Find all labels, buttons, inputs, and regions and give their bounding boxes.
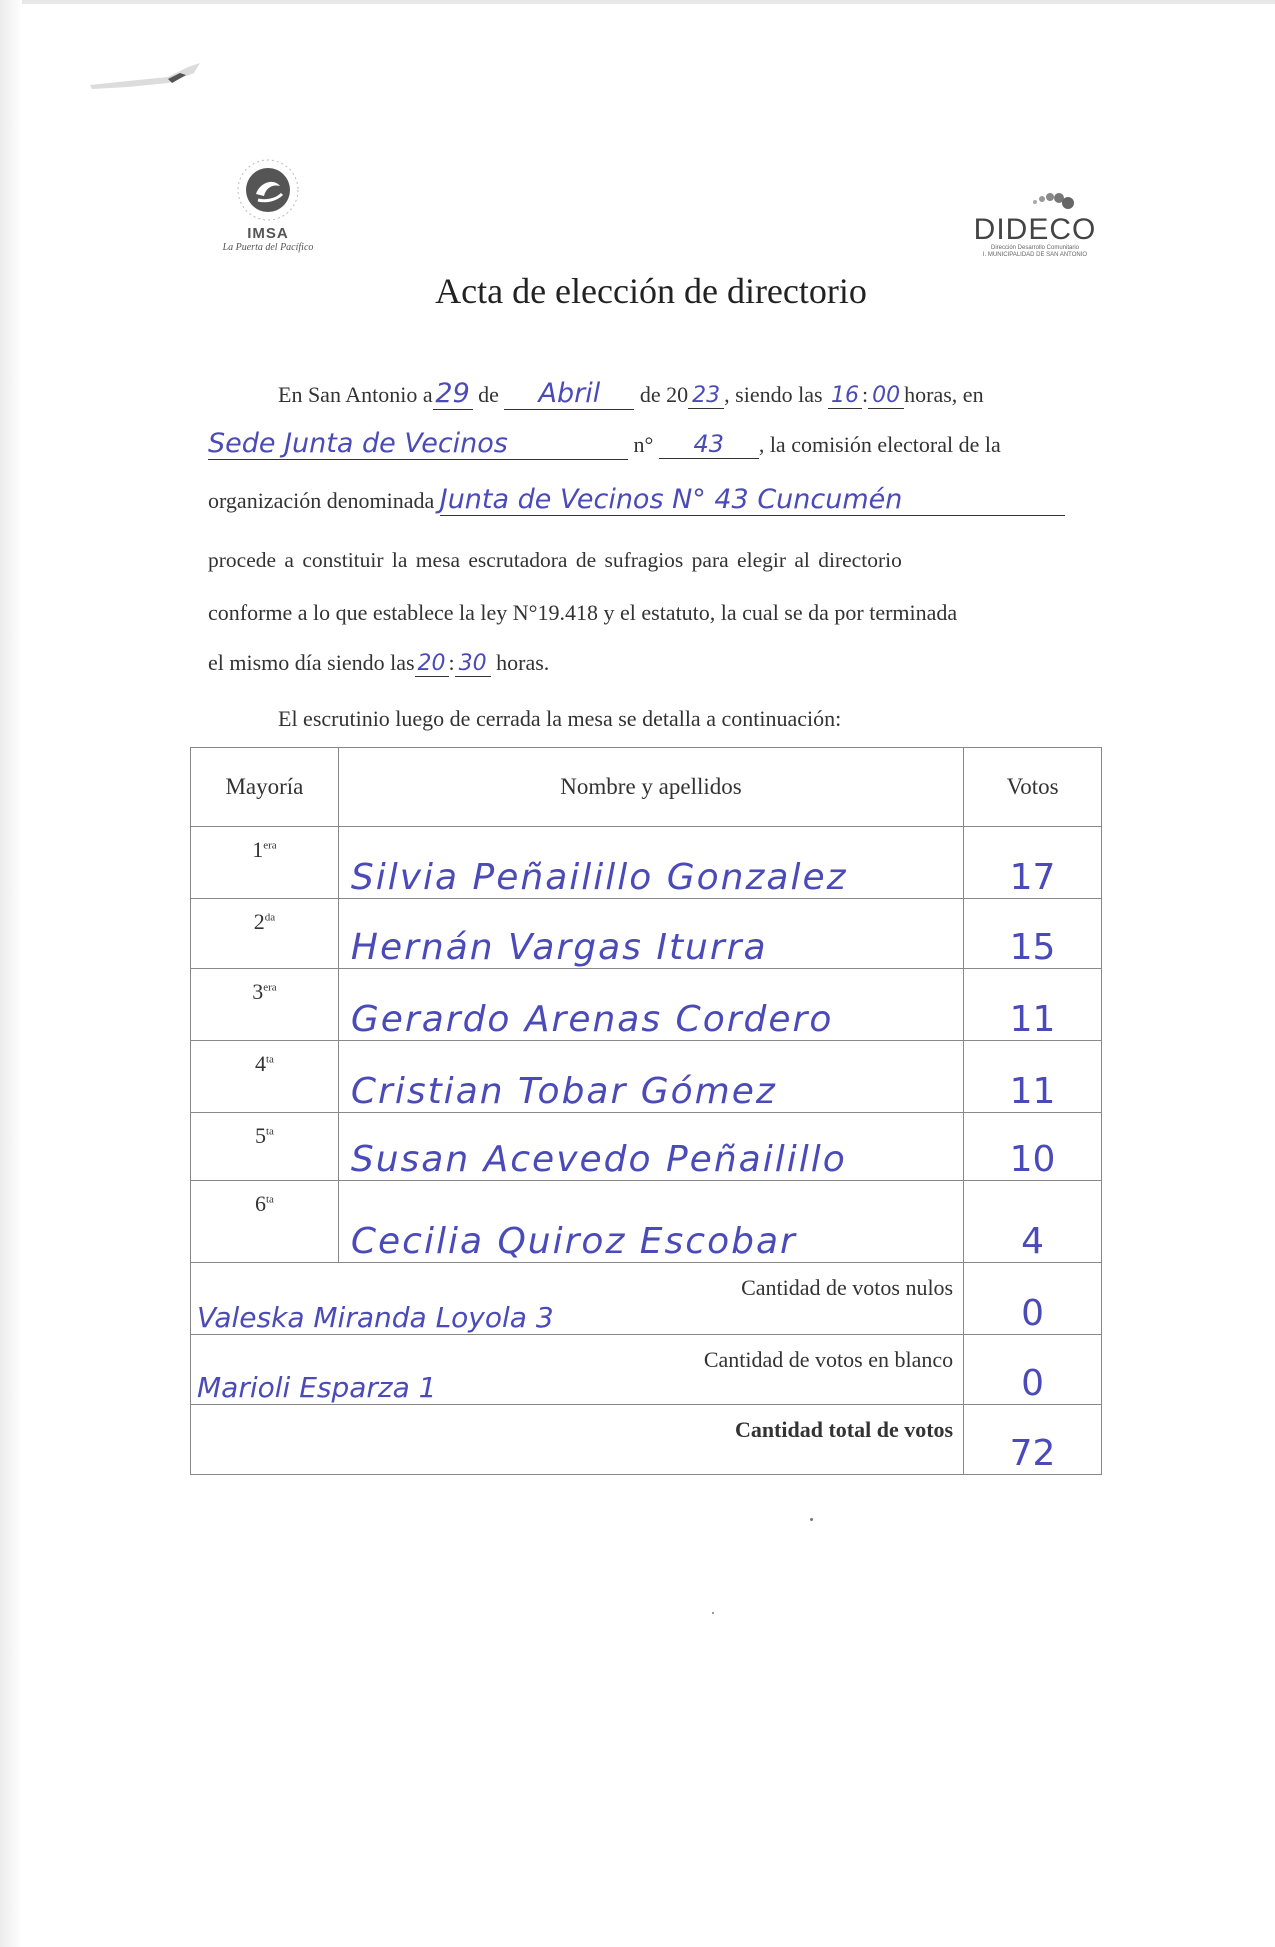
handwritten-month: Abril — [538, 378, 601, 409]
header-name: Nombre y apellidos — [338, 748, 963, 827]
handwritten-blank-votes: 0 — [1021, 1363, 1045, 1404]
rank-cell: $5^{ta}$ — [191, 1113, 339, 1181]
intro-text: , la comisión electoral de la — [758, 432, 1001, 457]
candidate-name-cell — [338, 969, 963, 1041]
handwritten-candidate-name: Hernán Vargas Iturra — [350, 927, 768, 968]
candidate-name-cell — [338, 1181, 963, 1263]
header-rank: Mayoría — [191, 748, 339, 827]
handwritten-candidate-name: Silvia Peñailillo Gonzalez — [350, 857, 848, 898]
handwritten-end-minute: 30 — [458, 651, 487, 676]
intro-text: de — [478, 382, 499, 407]
results-table — [190, 747, 1102, 1475]
intro-line-6 — [208, 650, 549, 677]
table-header-row — [191, 748, 1102, 827]
intro-text: : — [448, 650, 455, 675]
rank-cell: $6^{ta}$ — [191, 1181, 339, 1263]
intro-line-3 — [208, 484, 1065, 516]
null-votes-cell — [964, 1263, 1102, 1335]
scan-speck — [712, 1612, 714, 1614]
blank-votes-row — [191, 1335, 1102, 1405]
intro-text: En San Antonio a — [278, 382, 433, 407]
handwritten-votes: 17 — [1009, 857, 1056, 898]
scan-edge — [0, 0, 1275, 4]
dideco-dots-icon — [995, 186, 1075, 210]
votes-cell — [964, 827, 1102, 899]
handwritten-votes: 10 — [1009, 1139, 1056, 1180]
scan-speck — [810, 1518, 813, 1521]
total-votes-cell — [964, 1405, 1102, 1475]
intro-text: horas, en — [904, 382, 984, 407]
rank-cell: $3^{era}$ — [191, 969, 339, 1041]
dideco-logo-sub1: Dirección Desarrollo Comunitario — [990, 245, 1080, 251]
handwritten-year: 23 — [692, 383, 721, 408]
handwritten-null-note: Valeska Miranda Loyola 3 — [197, 1301, 554, 1334]
handwritten-day: 29 — [435, 378, 470, 409]
votes-cell — [964, 1113, 1102, 1181]
rank-cell: $4^{ta}$ — [191, 1041, 339, 1113]
table-row — [191, 1041, 1102, 1113]
table-row — [191, 827, 1102, 899]
intro-text: organización denominada — [208, 488, 435, 513]
handwritten-start-minute: 00 — [872, 383, 901, 408]
imsa-logo-name: IMSA — [247, 225, 289, 242]
blank-votes-cell — [964, 1335, 1102, 1405]
handwritten-number: 43 — [693, 430, 725, 458]
votes-cell — [964, 1181, 1102, 1263]
imsa-emblem-icon — [236, 158, 300, 222]
rank-cell: $1^{era}$ — [191, 827, 339, 899]
intro-text: n° — [633, 432, 654, 457]
null-votes-label-cell — [191, 1263, 964, 1335]
null-votes-label: Cantidad de votos nulos — [741, 1275, 954, 1300]
candidate-name-cell — [338, 1041, 963, 1113]
intro-line-2 — [208, 428, 1001, 460]
handwritten-blank-note: Marioli Esparza 1 — [197, 1371, 437, 1404]
handwritten-votes: 11 — [1009, 999, 1056, 1040]
total-votes-label-cell — [191, 1405, 964, 1475]
header-votes: Votos — [964, 748, 1102, 827]
intro-text: el mismo día siendo las — [208, 650, 415, 675]
handwritten-candidate-name: Cecilia Quiroz Escobar — [350, 1221, 797, 1262]
table-row — [191, 899, 1102, 969]
intro-line-1 — [278, 378, 984, 410]
handwritten-candidate-name: Susan Acevedo Peñailillo — [350, 1139, 847, 1180]
imsa-logo — [208, 158, 328, 258]
paper-tear-mark — [88, 55, 208, 95]
intro-text: , siendo las — [724, 382, 823, 407]
table-row — [191, 1113, 1102, 1181]
handwritten-total-votes: 72 — [1009, 1433, 1056, 1474]
intro-text: de 20 — [639, 382, 689, 407]
imsa-logo-tagline: La Puerta del Pacífico — [222, 242, 314, 253]
candidate-name-cell — [338, 1113, 963, 1181]
handwritten-organization: Junta de Vecinos N° 43 Cuncumén — [439, 484, 903, 515]
intro-text: : — [862, 382, 869, 407]
handwritten-candidate-name: Cristian Tobar Gómez — [350, 1071, 777, 1112]
handwritten-votes: 4 — [1021, 1221, 1045, 1262]
blank-votes-label: Cantidad de votos en blanco — [703, 1347, 954, 1372]
votes-cell — [964, 899, 1102, 969]
table-row — [191, 1181, 1102, 1263]
handwritten-place: Sede Junta de Vecinos — [208, 428, 508, 459]
document-title: Acta de elección de directorio — [435, 271, 867, 311]
intro-line-5: conforme a lo que establece la ley N°19.418 y el estatuto, la cual se da por terminada — [208, 600, 958, 625]
handwritten-null-votes: 0 — [1021, 1293, 1045, 1334]
intro-line-7: El escrutinio luego de cerrada la mesa se detalla a continuación: — [278, 706, 842, 731]
candidate-name-cell — [338, 827, 963, 899]
dideco-logo — [970, 186, 1100, 266]
blank-votes-label-cell — [191, 1335, 964, 1405]
total-votes-row — [191, 1405, 1102, 1475]
dideco-logo-sub2: I. MUNICIPALIDAD DE SAN ANTONIO — [982, 252, 1088, 258]
total-votes-label: Cantidad total de votos — [734, 1417, 954, 1442]
intro-line-4: procede a constituir la mesa escrutadora de sufragios para elegir al directorio — [208, 548, 902, 572]
null-votes-row — [191, 1263, 1102, 1335]
handwritten-votes: 11 — [1009, 1071, 1056, 1112]
intro-text: horas. — [496, 650, 550, 675]
candidate-name-cell — [338, 899, 963, 969]
handwritten-candidate-name: Gerardo Arenas Cordero — [350, 999, 834, 1040]
handwritten-votes: 15 — [1009, 927, 1056, 968]
handwritten-start-hour: 16 — [831, 383, 860, 408]
rank-cell: $2^{da}$ — [191, 899, 339, 969]
votes-cell — [964, 1041, 1102, 1113]
handwritten-end-hour: 20 — [417, 651, 446, 676]
table-row — [191, 969, 1102, 1041]
votes-cell — [964, 969, 1102, 1041]
dideco-logo-name: DIDECO — [973, 213, 1097, 246]
